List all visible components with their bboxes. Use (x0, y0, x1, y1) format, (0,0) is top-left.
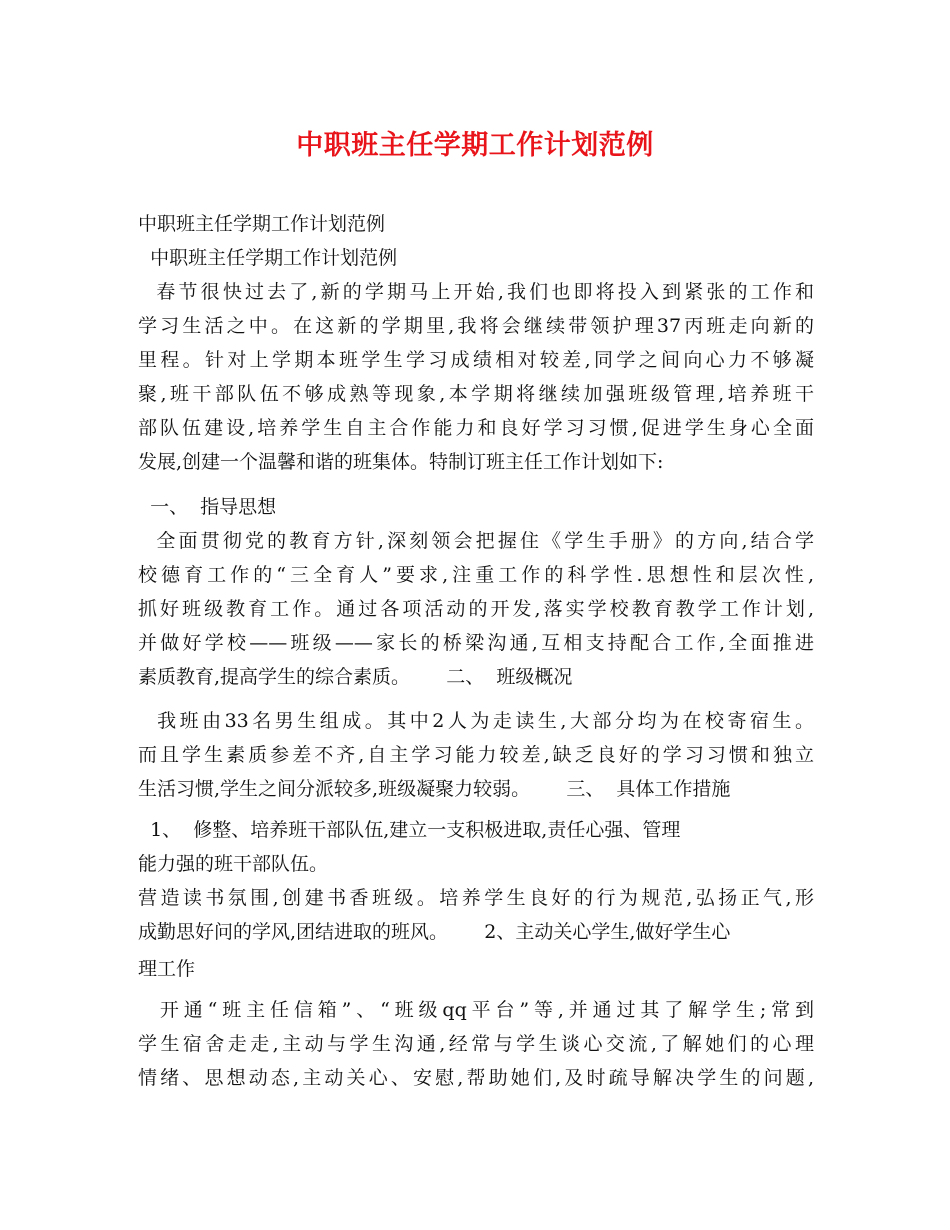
body-line: 春节很快过去了,新的学期马上开始,我们也即将投入到紧张的工作和 (138, 281, 814, 303)
body-line: 抓好班级教育工作。通过各项活动的开发,落实学校教育教学工作计划, (138, 598, 814, 620)
body-line: 营造读书氛围,创建书香班级。培养学生良好的行为规范,弘扬正气,形 (138, 887, 814, 909)
body-line: 理工作 (138, 958, 196, 980)
body-line: 里程。针对上学期本班学生学习成绩相对较差,同学之间向心力不够凝 (138, 349, 814, 371)
body-line: 发展,创建一个温馨和谐的班集体。特制订班主任工作计划如下: (138, 451, 664, 473)
body-line: 成勤思好问的学风,团结进取的班风。 2、主动关心学生,做好学生心 (138, 921, 731, 943)
body-line: 校德育工作的“三全育人”要求,注重工作的科学性.思想性和层次性, (138, 564, 814, 586)
body-line: 能力强的班干部队伍。 (138, 853, 329, 875)
body-line: 部队伍建设,培养学生自主合作能力和良好学习习惯,促进学生身心全面 (138, 417, 814, 439)
body-line: 而且学生素质参差不齐,自主学习能力较差,缺乏良好的学习习惯和独立 (138, 744, 814, 766)
body-line: 素质教育,提高学生的综合素质。 二、 班级概况 (138, 666, 573, 688)
body-line: 学习生活之中。在这新的学期里,我将会继续带领护理37丙班走向新的 (138, 315, 814, 337)
body-line: 学生宿舍走走,主动与学生沟通,经常与学生谈心交流,了解她们的心理 (138, 1033, 814, 1055)
body-line: 情绪、思想动态,主动关心、安慰,帮助她们,及时疏导解决学生的问题, (138, 1067, 814, 1089)
document-title: 中职班主任学期工作计划范例 (296, 130, 654, 161)
body-line: 1、 修整、培养班干部队伍,建立一支积极进取,责任心强、管理 (138, 819, 681, 841)
body-line: 中职班主任学期工作计划范例 (138, 213, 386, 235)
body-line: 全面贯彻党的教育方针,深刻领会把握住《学生手册》的方向,结合学 (138, 530, 814, 552)
body-line: 中职班主任学期工作计划范例 (138, 247, 398, 269)
body-line: 开通“班主任信箱”、“班级qq平台”等,并通过其了解学生;常到 (138, 999, 814, 1021)
body-line: 并做好学校——班级——家长的桥梁沟通,互相支持配合工作,全面推进 (138, 632, 814, 654)
body-line: 生活习惯,学生之间分派较多,班级凝聚力较弱。 三、 具体工作措施 (138, 778, 731, 800)
body-line: 聚,班干部队伍不够成熟等现象,本学期将继续加强班级管理,培养班干 (138, 383, 814, 405)
body-line: 我班由33名男生组成。其中2人为走读生,大部分均为在校寄宿生。 (138, 710, 814, 732)
section-heading: 一、 指导思想 (138, 496, 277, 518)
